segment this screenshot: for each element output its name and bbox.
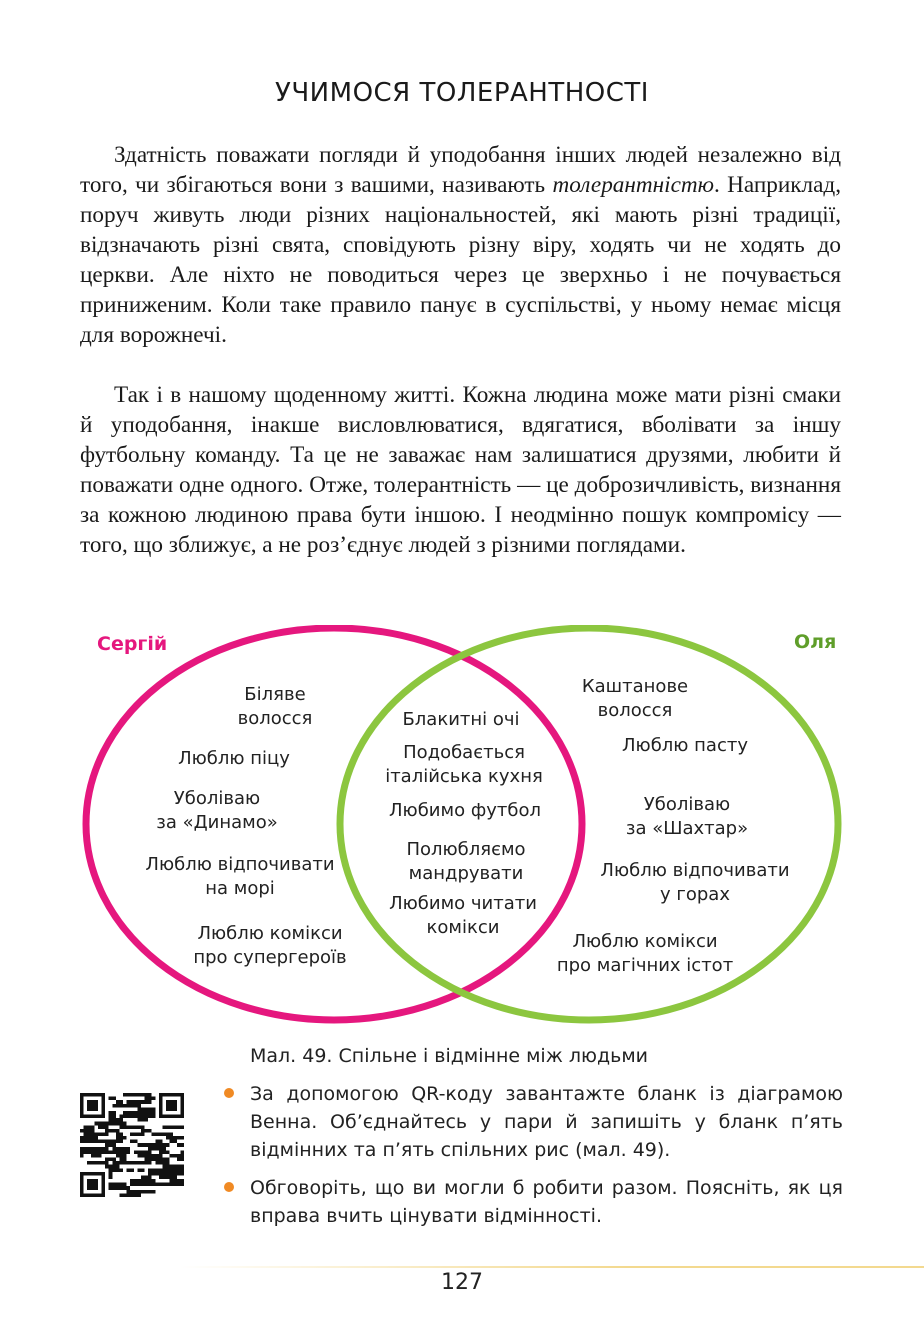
task-item <box>250 1080 843 1164</box>
bullet-icon <box>224 1182 234 1192</box>
venn-common-item: Блакитні очі <box>402 709 520 730</box>
paragraph-1-start: Здатність поважати погляди й уподобання інших людей незалежно від того, чи збігаються вони з вашими, називають <box>80 142 841 198</box>
venn-left-item: Біляве волосся <box>237 684 313 729</box>
paragraph-1-end: . Наприклад, поруч живуть люди різних національностей, які мають різні традиції, відзначають різні свята, сповідують різну віру, ходять чи не ходять до церкви. Але ніхто не поводиться через це зверхньо і не почувається приниженим. Коли таке правило панує в суспільстві, у ньому немає місця для ворожнечі. <box>80 172 841 348</box>
task-text: Обговоріть, що ви могли б робити разом. Поясніть, як ця вправа вчить цінувати відмінності. <box>250 1177 843 1227</box>
task-item <box>250 1174 843 1230</box>
bullet-icon <box>224 1088 234 1098</box>
venn-diagram <box>80 625 850 1030</box>
venn-common-item: Полюбляємо мандрувати <box>406 839 526 884</box>
task-list <box>250 1080 843 1240</box>
venn-right-item: Люблю комікси про магічних істот <box>556 931 734 976</box>
venn-right-item: Люблю пасту <box>622 735 748 756</box>
qr-code-icon <box>80 1093 184 1197</box>
venn-common-item: Подобається італійська кухня <box>385 742 543 787</box>
venn-left-item: Люблю відпочивати на морі <box>145 854 335 899</box>
venn-left-item: Люблю комікси про супергероїв <box>193 923 347 968</box>
venn-left-item: Уболіваю за «Динамо» <box>156 788 278 833</box>
venn-right-item: Каштанове волосся <box>581 676 689 721</box>
page-number: 127 <box>441 1270 483 1295</box>
venn-right-item: Уболіваю за «Шахтар» <box>625 794 749 839</box>
venn-common-item: Любимо читати комікси <box>389 893 537 938</box>
paragraph-2 <box>80 380 841 560</box>
venn-common-item: Любимо футбол <box>389 800 541 821</box>
paragraph-1-emphasis: толерантністю <box>552 172 714 198</box>
venn-left-name: Сергій <box>97 633 168 655</box>
venn-right-name: Оля <box>794 631 837 653</box>
paragraph-2-text: Так і в нашому щоденному житті. Кожна людина може мати різні смаки й уподобання, інакше висловлюватися, вдягатися, вболівати за іншу футбольну команду. Та це не заважає нам залишатися друзями, любити й поважати одне одного. Отже, толерантність — це доброзичливість, визнання за кожною людиною права бути іншою. І неодмінно пошук компромісу — того, що зближує, а не роз’єднує людей з різними поглядами. <box>80 382 841 558</box>
venn-left-item: Люблю піцу <box>178 748 290 769</box>
footer-divider <box>180 1266 924 1268</box>
page-title: УЧИМОСЯ ТОЛЕРАНТНОСТІ <box>275 78 649 108</box>
figure-caption: Мал. 49. Спільне і відмінне між людьми <box>250 1045 649 1067</box>
task-text: За допомогою QR-коду завантажте бланк із діаграмою Венна. Об’єднайтесь у пари й запишіть у бланк п’ять відмінних та п’ять спільних рис (мал. 49). <box>250 1083 843 1161</box>
paragraph-1 <box>80 140 841 350</box>
venn-right-item: Люблю відпочивати у горах <box>600 860 790 905</box>
